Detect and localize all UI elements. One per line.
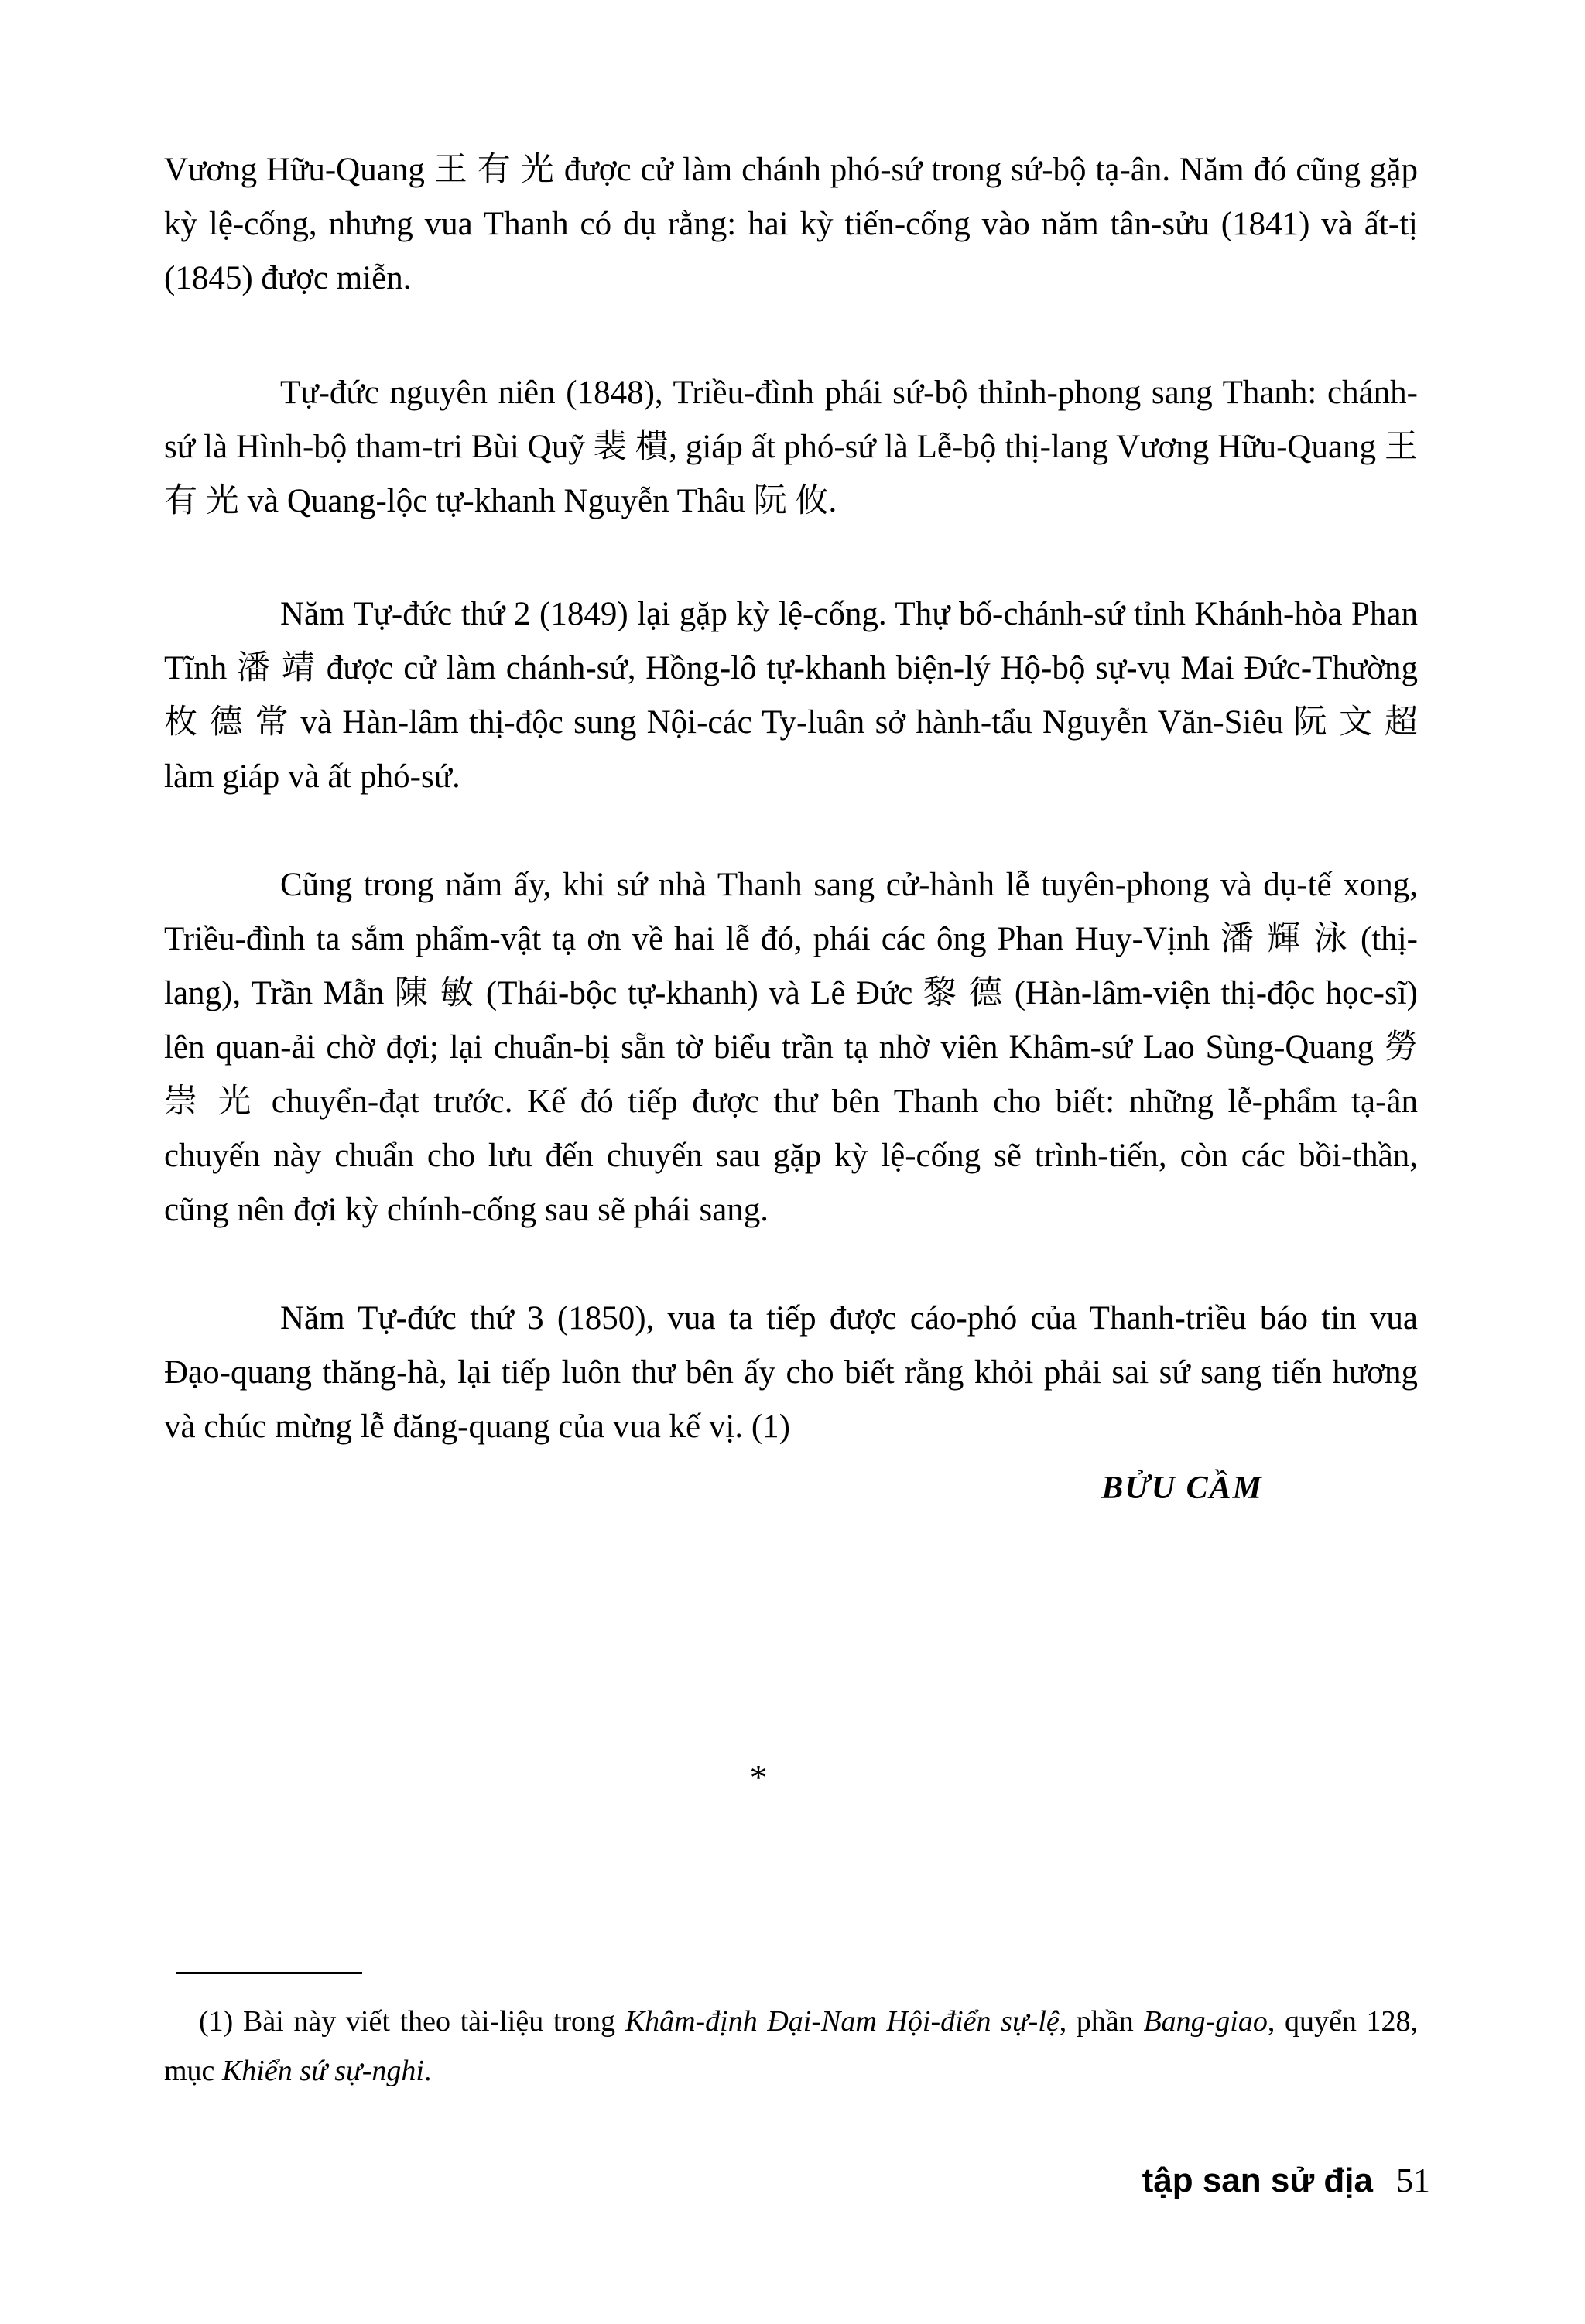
paragraph-1: Vương Hữu-Quang 王 有 光 được cử làm chánh phó-sứ trong sứ-bộ tạ-ân. Năm đó cũng gặp kỳ lệ-cống, nhưng vua Thanh có dụ rằng: hai kỳ tiến-cống vào năm tân-sửu (1841) và ất-tị (1845) được miễn. xyxy=(164,152,1418,296)
footnote-text-middle: , phần xyxy=(1059,2005,1134,2038)
footnote-marker: (1) xyxy=(199,2005,234,2038)
article-body xyxy=(164,143,1418,1507)
journal-name: tập san sử địa xyxy=(1142,2161,1373,2199)
paragraph-2: Tự-đức nguyên niên (1848), Triều-đình phái sứ-bộ thỉnh-phong sang Thanh: chánh-sứ là Hình-bộ tham-tri Bùi Quỹ 裴 樻, giáp ất phó-sứ là Lễ-bộ thị-lang Vương Hữu-Quang 王 有 光 và Quang-lộc tự-khanh Nguyễn Thâu 阮 攸. xyxy=(164,375,1418,519)
paragraph-4: Cũng trong năm ấy, khi sứ nhà Thanh sang cử-hành lễ tuyên-phong và dụ-tế xong, Triều-đình ta sắm phẩm-vật tạ ơn về hai lễ đó, phái các ông Phan Huy-Vịnh 潘 輝 泳 (thị-lang), Trần Mẫn 陳 敏 (Thái-bộc tự-khanh) và Lê Đức 黎 德 (Hàn-lâm-viện thị-độc học-sĩ) lên quan-ải chờ đợi; lại chuẩn-bị sẵn tờ biểu trần tạ nhờ viên Khâm-sứ Lao Sùng-Quang 勞 崇 光 chuyển-đạt trước. Kế đó tiếp được thư bên Thanh cho biết: những lễ-phẩm tạ-ân chuyến này chuẩn cho lưu đến chuyến sau gặp kỳ lệ-cống sẽ trình-tiến, còn các bồi-thần, cũng nên đợi kỳ chính-cống sau sẽ phái sang. xyxy=(164,867,1418,1228)
page-footer xyxy=(1142,2161,1430,2200)
footnote xyxy=(164,1997,1418,2096)
footnote-entry-title: Khiển sứ sự-nghi xyxy=(221,2055,424,2087)
author-signature: BỬU CẦM xyxy=(1101,1470,1263,1506)
footnote-rule xyxy=(176,1972,362,1974)
footnote-section-title: Bang-giao xyxy=(1143,2005,1268,2038)
section-separator: * xyxy=(749,1758,768,1797)
footnote-text-after: , quyển 128, mục xyxy=(164,2005,1419,2087)
footnote-text-before: Bài này viết theo tài-liệu trong xyxy=(242,2005,616,2038)
footnote-end: . xyxy=(423,2055,432,2087)
paragraph-3: Năm Tự-đức thứ 2 (1849) lại gặp kỳ lệ-cống. Thự bố-chánh-sứ tỉnh Khánh-hòa Phan Tĩnh 潘 靖 được cử làm chánh-sứ, Hồng-lô tự-khanh biện-lý Hộ-bộ sự-vụ Mai Đức-Thường 枚 德 常 và Hàn-lâm thị-độc sung Nội-các Ty-luân sở hành-tẩu Nguyễn Văn-Siêu 阮 文 超 làm giáp và ất phó-sứ. xyxy=(164,596,1418,795)
page-number: 51 xyxy=(1396,2161,1430,2199)
footnote-source-title: Khâm-định Đại-Nam Hội-điển sự-lệ xyxy=(625,2005,1060,2038)
paragraph-5: Năm Tự-đức thứ 3 (1850), vua ta tiếp được cáo-phó của Thanh-triều báo tin vua Đạo-quang thăng-hà, lại tiếp luôn thư bên ấy cho biết rằng khỏi phải sai sứ sang tiến hương và chúc mừng lễ đăng-quang của vua kế vị. (1) xyxy=(164,1300,1418,1445)
